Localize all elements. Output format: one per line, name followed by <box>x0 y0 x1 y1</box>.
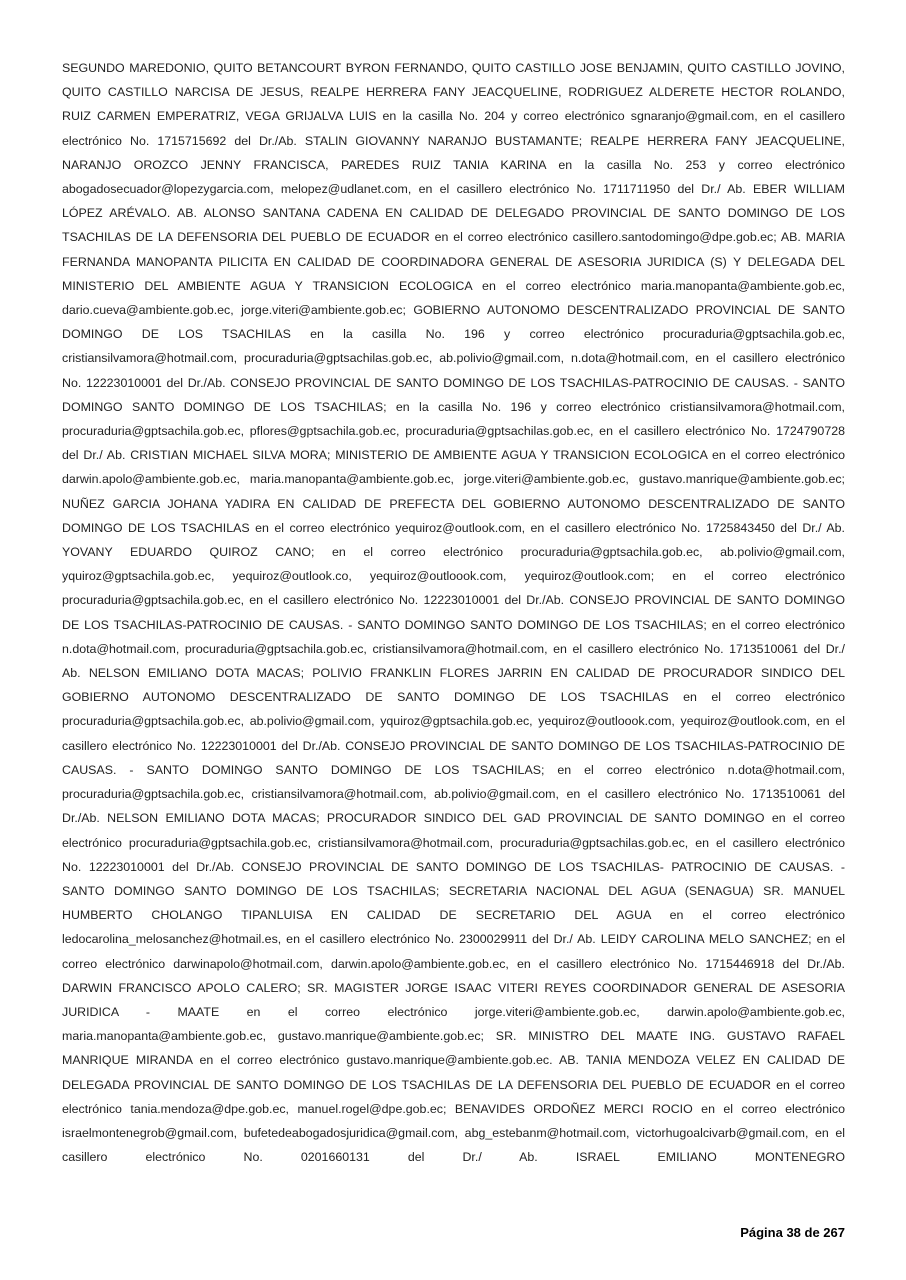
document-body-text: SEGUNDO MAREDONIO, QUITO BETANCOURT BYRON FERNANDO, QUITO CASTILLO JOSE BENJAMIN, QUITO CASTILLO JOVINO, QUITO CASTILLO NARCISA DE JESUS, REALPE HERRERA FANY JEACQUELINE, RODRIGUEZ ALDERETE HECTOR ROLANDO, RUIZ CARMEN EMPERATRIZ, VEGA GRIJALVA LUIS en la casilla No. 204 y correo electrónico sgnaranjo@gmail.com, en el casillero electrónico No. 1715715692 del Dr./Ab. STALIN GIOVANNY NARANJO BUSTAMANTE; REALPE HERRERA FANY JEACQUELINE, NARANJO OROZCO JENNY FRANCISCA, PAREDES RUIZ TANIA KARINA en la casilla No. 253 y correo electrónico abogadosecuador@lopezygarcia.com, melopez@udlanet.com, en el casillero electrónico No. 1711711950 del Dr./ Ab. EBER WILLIAM LÓPEZ ARÉVALO. AB. ALONSO SANTANA CADENA EN CALIDAD DE DELEGADO PROVINCIAL DE SANTO DOMINGO DE LOS TSACHILAS DE LA DEFENSORIA DEL PUEBLO DE ECUADOR en el correo electrónico casillero.santodomingo@dpe.gob.ec; AB. MARIA FERNANDA MANOPANTA PILICITA EN CALIDAD DE COORDINADORA GENERAL DE ASESORIA JURIDICA (S) Y DELEGADA DEL MINISTERIO DEL AMBIENTE AGUA Y TRANSICION ECOLOGICA en el correo electrónico maria.manopanta@ambiente.gob.ec, dario.cueva@ambiente.gob.ec, jorge.viteri@ambiente.gob.ec; GOBIERNO AUTONOMO DESCENTRALIZADO PROVINCIAL DE SANTO DOMINGO DE LOS TSACHILAS en la casilla No. 196 y correo electrónico procuraduria@gptsachila.gob.ec, cristiansilvamora@hotmail.com, procuraduria@gptsachilas.gob.ec, ab.polivio@gmail.com, n.dota@hotmail.com, en el casillero electrónico No. 12223010001 del Dr./Ab. CONSEJO PROVINCIAL DE SANTO DOMINGO DE LOS TSACHILAS-PATROCINIO DE CAUSAS. - SANTO DOMINGO SANTO DOMINGO DE LOS TSACHILAS; en la casilla No. 196 y correo electrónico cristiansilvamora@hotmail.com, procuraduria@gptsachila.gob.ec, pflores@gptsachila.gob.ec, procuraduria@gptsachilas.gob.ec, en el casillero electrónico No. 1724790728 del Dr./ Ab. CRISTIAN MICHAEL SILVA MORA; MINISTERIO DE AMBIENTE AGUA Y TRANSICION ECOLOGICA en el correo electrónico darwin.apolo@ambiente.gob.ec, maria.manopanta@ambiente.gob.ec, jorge.viteri@ambiente.gob.ec, gustavo.manrique@ambiente.gob.ec; NUÑEZ GARCIA JOHANA YADIRA EN CALIDAD DE PREFECTA DEL GOBIERNO AUTONOMO DESCENTRALIZADO DE SANTO DOMINGO DE LOS TSACHILAS en el correo electrónico yequiroz@outlook.com, en el casillero electrónico No. 1725843450 del Dr./ Ab. YOVANY EDUARDO QUIROZ CANO; en el correo electrónico procuraduria@gptsachila.gob.ec, ab.polivio@gmail.com, yquiroz@gptsachila.gob.ec, yequiroz@outlook.co, yequiroz@outloook.com, yequiroz@outlook.com; en el correo electrónico procuraduria@gptsachila.gob.ec, en el casillero electrónico No. 12223010001 del Dr./Ab. CONSEJO PROVINCIAL DE SANTO DOMINGO DE LOS TSACHILAS-PATROCINIO DE CAUSAS. - SANTO DOMINGO SANTO DOMINGO DE LOS TSACHILAS; en el correo electrónico n.dota@hotmail.com, procuraduria@gptsachila.gob.ec, cristiansilvamora@hotmail.com, en el casillero electrónico No. 1713510061 del Dr./ Ab. NELSON EMILIANO DOTA MACAS; POLIVIO FRANKLIN FLORES JARRIN EN CALIDAD DE PROCURADOR SINDICO DEL GOBIERNO AUTONOMO DESCENTRALIZADO DE SANTO DOMINGO DE LOS TSACHILAS en el correo electrónico procuraduria@gptsachila.gob.ec, ab.polivio@gmail.com, yquiroz@gptsachila.gob.ec, yequiroz@outloook.com, yequiroz@outlook.com, en el casillero electrónico No. 12223010001 del Dr./Ab. CONSEJO PROVINCIAL DE SANTO DOMINGO DE LOS TSACHILAS-PATROCINIO DE CAUSAS. - SANTO DOMINGO SANTO DOMINGO DE LOS TSACHILAS; en el correo electrónico n.dota@hotmail.com, procuraduria@gptsachila.gob.ec, cristiansilvamora@hotmail.com, ab.polivio@gmail.com, en el casillero electrónico No. 1713510061 del Dr./Ab. NELSON EMILIANO DOTA MACAS; PROCURADOR SINDICO DEL GAD PROVINCIAL DE SANTO DOMINGO en el correo electrónico procuraduria@gptsachila.gob.ec, cristiansilvamora@hotmail.com, procuraduria@gptsachilas.gob.ec, en el casillero electrónico No. 12223010001 del Dr./Ab. CONSEJO PROVINCIAL DE SANTO DOMINGO DE LOS TSACHILAS- PATROCINIO DE CAUSAS. - SANTO DOMINGO SANTO DOMINGO DE LOS TSACHILAS; SECRETARIA NACIONAL DEL AGUA (SENAGUA) SR. MANUEL HUMBERTO CHOLANGO TIPANLUISA EN CALIDAD DE SECRETARIO DEL AGUA en el correo electrónico ledocarolina_melosanchez@hotmail.es, en el casillero electrónico No. 2300029911 del Dr./ Ab. LEIDY CAROLINA MELO SANCHEZ; en el correo electrónico darwinapolo@hotmail.com, darwin.apolo@ambiente.gob.ec, en el casillero electrónico No. 1715446918 del Dr./Ab. DARWIN FRANCISCO APOLO CALERO; SR. MAGISTER JORGE ISAAC VITERI REYES COORDINADOR GENERAL DE ASESORIA JURIDICA - MAATE en el correo electrónico jorge.viteri@ambiente.gob.ec, darwin.apolo@ambiente.gob.ec, maria.manopanta@ambiente.gob.ec, gustavo.manrique@ambiente.gob.ec; SR. MINISTRO DEL MAATE ING. GUSTAVO RAFAEL MANRIQUE MIRANDA en el correo electrónico gustavo.manrique@ambiente.gob.ec. AB. TANIA MENDOZA VELEZ EN CALIDAD DE DELEGADA PROVINCIAL DE SANTO DOMINGO DE LOS TSACHILAS DE LA DEFENSORIA DEL PUEBLO DE ECUADOR en el correo electrónico tania.mendoza@dpe.gob.ec, manuel.rogel@dpe.gob.ec; BENAVIDES ORDOÑEZ MERCI ROCIO en el correo electrónico israelmontenegrob@gmail.com, bufetedeabogadosjuridica@gmail.com, abg_estebanm@hotmail.com, victorhugoalcivarb@gmail.com, en el casillero electrónico No. 0201660131 del Dr./ Ab. ISRAEL EMILIANO MONTENEGRO <box>62 61 845 1165</box>
page-number: Página 38 de 267 <box>740 1225 845 1240</box>
